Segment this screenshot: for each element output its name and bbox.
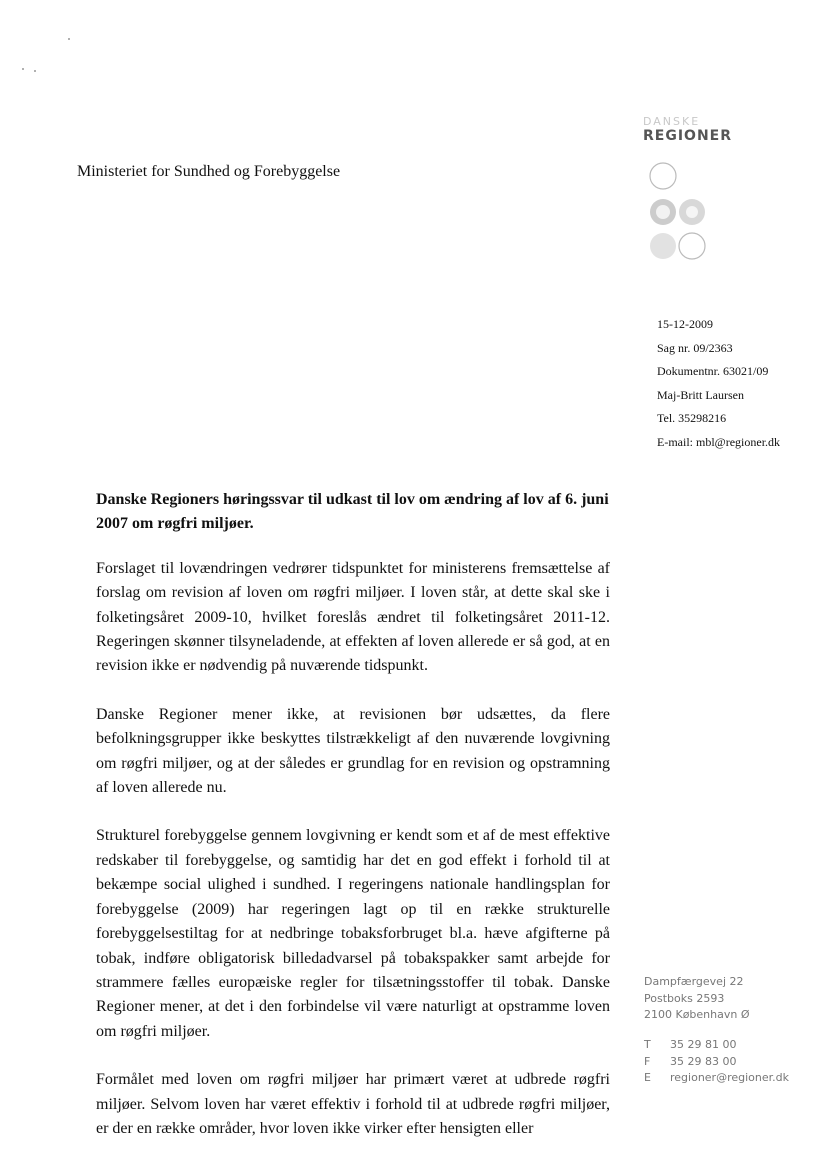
address-city: 2100 København Ø (644, 1008, 750, 1021)
sender-contact (644, 1037, 789, 1087)
phone-label: T (644, 1038, 651, 1051)
letter-metadata (657, 313, 780, 455)
subject-heading: Danske Regioners høringssvar til udkast til lov om ændring af lov af 6. juni 2007 om røgfri miljøer. (96, 491, 609, 533)
paragraph: Formålet med loven om røgfri miljøer har primært været at udbrede røgfri miljøer. Selvom loven har været effektiv i forhold til at udbrede røgfri miljøer, er der en række områder, hvor loven ikke virker efter hensigten eller (96, 1071, 610, 1137)
author-name: Maj-Britt Laursen (657, 387, 744, 402)
danske-regioner-logo (643, 116, 743, 276)
sender-address (644, 974, 750, 1024)
scan-speck (68, 38, 70, 40)
author-phone: Tel. 35298216 (657, 411, 727, 426)
author-email: E-mail: mbl@regioner.dk (657, 434, 781, 449)
date: 15-12-2009 (657, 317, 713, 331)
phone-value: 35 29 81 00 (670, 1038, 737, 1051)
fax-label: F (644, 1054, 651, 1068)
contact-phone-row (644, 1037, 789, 1054)
address-pobox: Postboks 2593 (644, 991, 725, 1005)
paragraph: Danske Regioner mener ikke, at revisionen bør udsættes, da flere befolkningsgrupper ikke beskyttes tilstrækkeligt af den nuværende lovgivning om røgfri miljøer, og at der således er grundlag for en revision og opstramning af loven allerede nu. (96, 705, 610, 797)
contact-fax-row (644, 1054, 789, 1071)
scan-speck (34, 70, 36, 72)
scan-speck (22, 68, 24, 70)
paragraph: Forslaget til lovændringen vedrører tidspunktet for ministerens fremsættelse af forslag om revision af loven om røgfri miljøer. I loven står, at dette skal ske i folketingsåret 2009-10, hvilket foreslås ændret til folketingsåret 2011-12. Regeringen skønner tilsyneladende, at effekten af loven allerede er så god, at en revision ikke er nødvendig på nuværende tidspunkt. (96, 559, 610, 675)
logo-line-1: DANSKE (643, 115, 701, 128)
address-street: Dampfærgevej 22 (644, 975, 744, 988)
email-label: E (644, 1071, 651, 1084)
logo-line-2: REGIONER (643, 128, 733, 144)
email-value: regioner@regioner.dk (670, 1071, 789, 1084)
document-number: Dokumentnr. 63021/09 (657, 364, 769, 379)
letter-body (96, 488, 610, 1165)
fax-value: 35 29 83 00 (670, 1054, 737, 1068)
logo-circles-icon (648, 158, 738, 268)
paragraph: Strukturel forebyggelse gennem lovgivning er kendt som et af de mest effektive redskaber til forebyggelse, og samtidig har det en god effekt i forhold til at bekæmpe social ulighed i sundhed. I regeringens nationale handlingsplan for forebyggelse (2009) har regeringen lagt op til en række strukturelle forebyggelsestiltag for at nedbringe tobaksforbruget bl.a. hæve afgifterne på tobak, indføre obligatorisk billedadvarsel på tobakspakker samt arbejde for strammere fælles europæiske regler for tilsætningsstoffer til tobak. Danske Regioner mener, at det i den forbindelse vil være naturligt at opstramme loven om røgfri miljøer. (96, 827, 610, 1040)
case-number: Sag nr. 09/2363 (657, 340, 733, 355)
contact-email-row (644, 1070, 789, 1087)
recipient: Ministeriet for Sundhed og Forebyggelse (77, 163, 341, 180)
